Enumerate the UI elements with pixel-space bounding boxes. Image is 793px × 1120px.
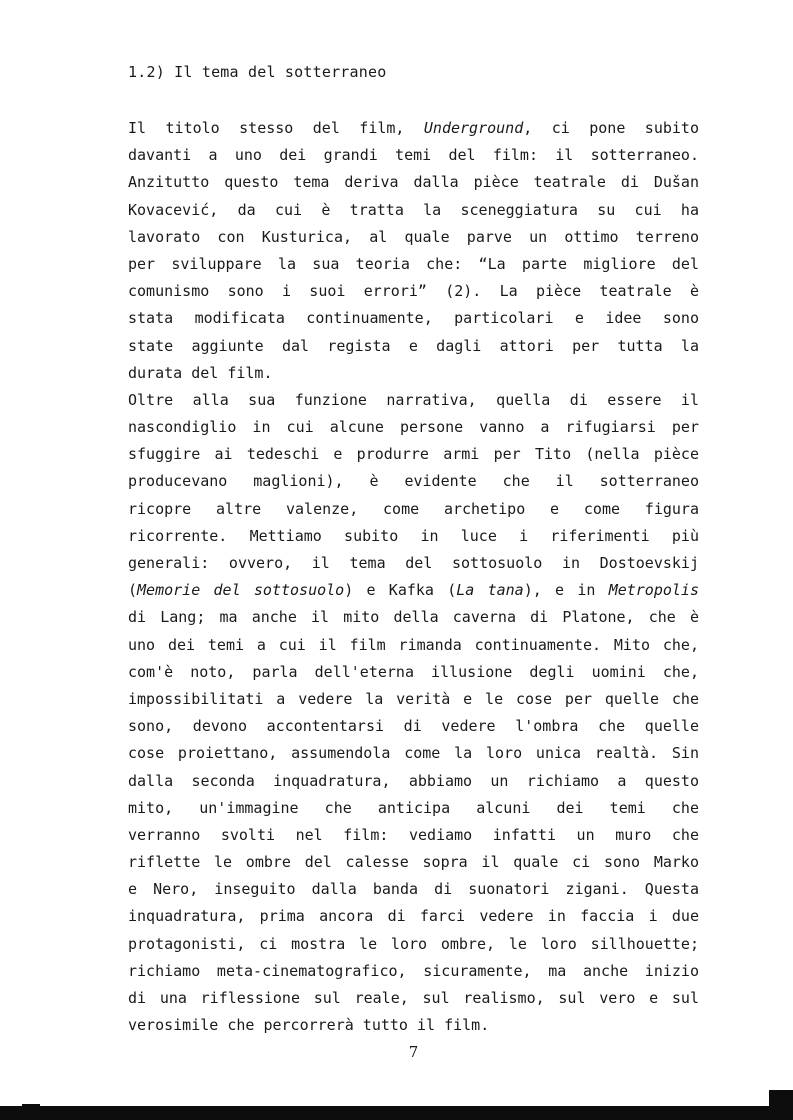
text-run: sfuggire ai tedeschi e produrre armi per Tito (nella pièce <box>128 445 699 464</box>
italic-title: Memorie del sottosuolo <box>137 581 345 600</box>
text-line <box>128 985 699 1012</box>
page-number: 7 <box>408 1043 419 1061</box>
text-line <box>128 903 699 930</box>
text-line <box>128 224 699 251</box>
text-line <box>128 659 699 686</box>
text-line <box>128 876 699 903</box>
text-line <box>128 251 699 278</box>
text-run: inquadratura, prima ancora di farci vedere in faccia i due <box>128 907 699 926</box>
text-run: di Lang; ma anche il mito della caverna di Platone, che è <box>128 608 699 627</box>
text-line <box>128 577 699 604</box>
text-run: uno dei temi a cui il film rimanda continuamente. Mito che, <box>128 635 699 654</box>
text-run: ricopre altre valenze, come archetipo e come figura <box>128 499 699 518</box>
text-run: riflette le ombre del calesse sopra il quale ci sono Marko <box>128 853 699 872</box>
text-line <box>128 278 699 305</box>
text-line <box>128 632 699 659</box>
text-line <box>128 604 699 631</box>
text-run: comunismo sono i suoi errori” (2). La pièce teatrale è <box>128 282 699 301</box>
text-line <box>128 387 699 414</box>
text-line <box>128 523 699 550</box>
text-run: impossibilitati a vedere la verità e le cose per quelle che <box>128 689 699 708</box>
text-run: , ci pone subito <box>523 119 699 137</box>
text-line <box>128 333 699 360</box>
text-run: Oltre alla sua funzione narrativa, quella di essere il <box>128 390 699 409</box>
text-run: com'è noto, parla dell'eterna illusione degli uomini che, <box>128 662 699 681</box>
text-line <box>128 768 699 795</box>
text-run: Kovacević, da cui è tratta la sceneggiatura su cui ha <box>128 200 699 219</box>
text-line <box>128 496 699 523</box>
text-run: Il titolo stesso del film, <box>128 119 424 137</box>
text-run: davanti a uno dei grandi temi del film: il sotterraneo. <box>128 146 699 165</box>
text-line <box>128 197 699 224</box>
text-run: cose proiettano, assumendola come la loro unica realtà. Sin <box>128 744 699 763</box>
text-line <box>128 441 699 468</box>
text-run: dalla seconda inquadratura, abbiamo un richiamo a questo <box>128 771 699 790</box>
text-run: e Nero, inseguito dalla banda di suonatori zigani. Questa <box>128 880 699 899</box>
text-run: richiamo meta-cinematografico, sicuramente, ma anche inizio <box>128 961 699 980</box>
text-line <box>128 849 699 876</box>
italic-title: Underground <box>423 119 524 137</box>
text-run: lavorato con Kusturica, al quale parve un ottimo terreno <box>128 227 699 246</box>
text-line <box>128 142 699 169</box>
text-run: state aggiunte dal regista e dagli attori per tutta la <box>128 336 699 355</box>
text-run: per sviluppare la sua teoria che: “La parte migliore del <box>128 254 699 273</box>
text-run: verranno svolti nel film: vediamo infatti un muro che <box>128 825 699 844</box>
text-line <box>128 713 699 740</box>
body-text <box>128 115 699 1039</box>
text-line <box>128 795 699 822</box>
text-run: protagonisti, ci mostra le loro ombre, le loro sillhouette; <box>128 934 699 953</box>
italic-title: Metropolis <box>608 581 699 600</box>
text-line <box>128 686 699 713</box>
text-line <box>128 169 699 196</box>
text-run: producevano maglioni), è evidente che il sotterraneo <box>128 472 699 491</box>
text-run: stata modificata continuamente, particolari e idee sono <box>128 309 699 328</box>
text-run: Anzitutto questo tema deriva dalla pièce teatrale di Dušan <box>128 173 699 192</box>
text-run: durata del film. <box>128 363 273 382</box>
text-run: sono, devono accontentarsi di vedere l'ombra che quelle <box>128 717 699 736</box>
text-run: verosimile che percorrerà tutto il film. <box>128 1016 490 1035</box>
text-line <box>128 550 699 577</box>
italic-title: La tana <box>456 581 524 600</box>
text-line <box>128 958 699 985</box>
scan-bottom-shadow <box>0 1106 793 1120</box>
text-run: ricorrente. Mettiamo subito in luce i riferimenti più <box>128 526 699 545</box>
text-run: ( <box>128 581 138 600</box>
text-line <box>128 360 699 387</box>
section-title: 1.2) Il tema del sotterraneo <box>128 63 387 81</box>
text-line <box>128 468 699 495</box>
text-line <box>128 822 699 849</box>
text-run: nascondiglio in cui alcune persone vanno a rifugiarsi per <box>128 418 699 437</box>
text-run: ), e in <box>523 581 609 600</box>
text-run: ) e Kafka ( <box>344 581 457 600</box>
text-line <box>128 305 699 332</box>
text-line <box>128 115 699 142</box>
text-line <box>128 414 699 441</box>
text-line <box>128 740 699 767</box>
text-line <box>128 1012 699 1039</box>
text-line <box>128 931 699 958</box>
text-run: mito, un'immagine che anticipa alcuni dei temi che <box>128 798 699 817</box>
text-run: di una riflessione sul reale, sul realismo, sul vero e sul <box>128 989 699 1007</box>
text-run: generali: ovvero, il tema del sottosuolo in Dostoevskij <box>128 554 699 572</box>
